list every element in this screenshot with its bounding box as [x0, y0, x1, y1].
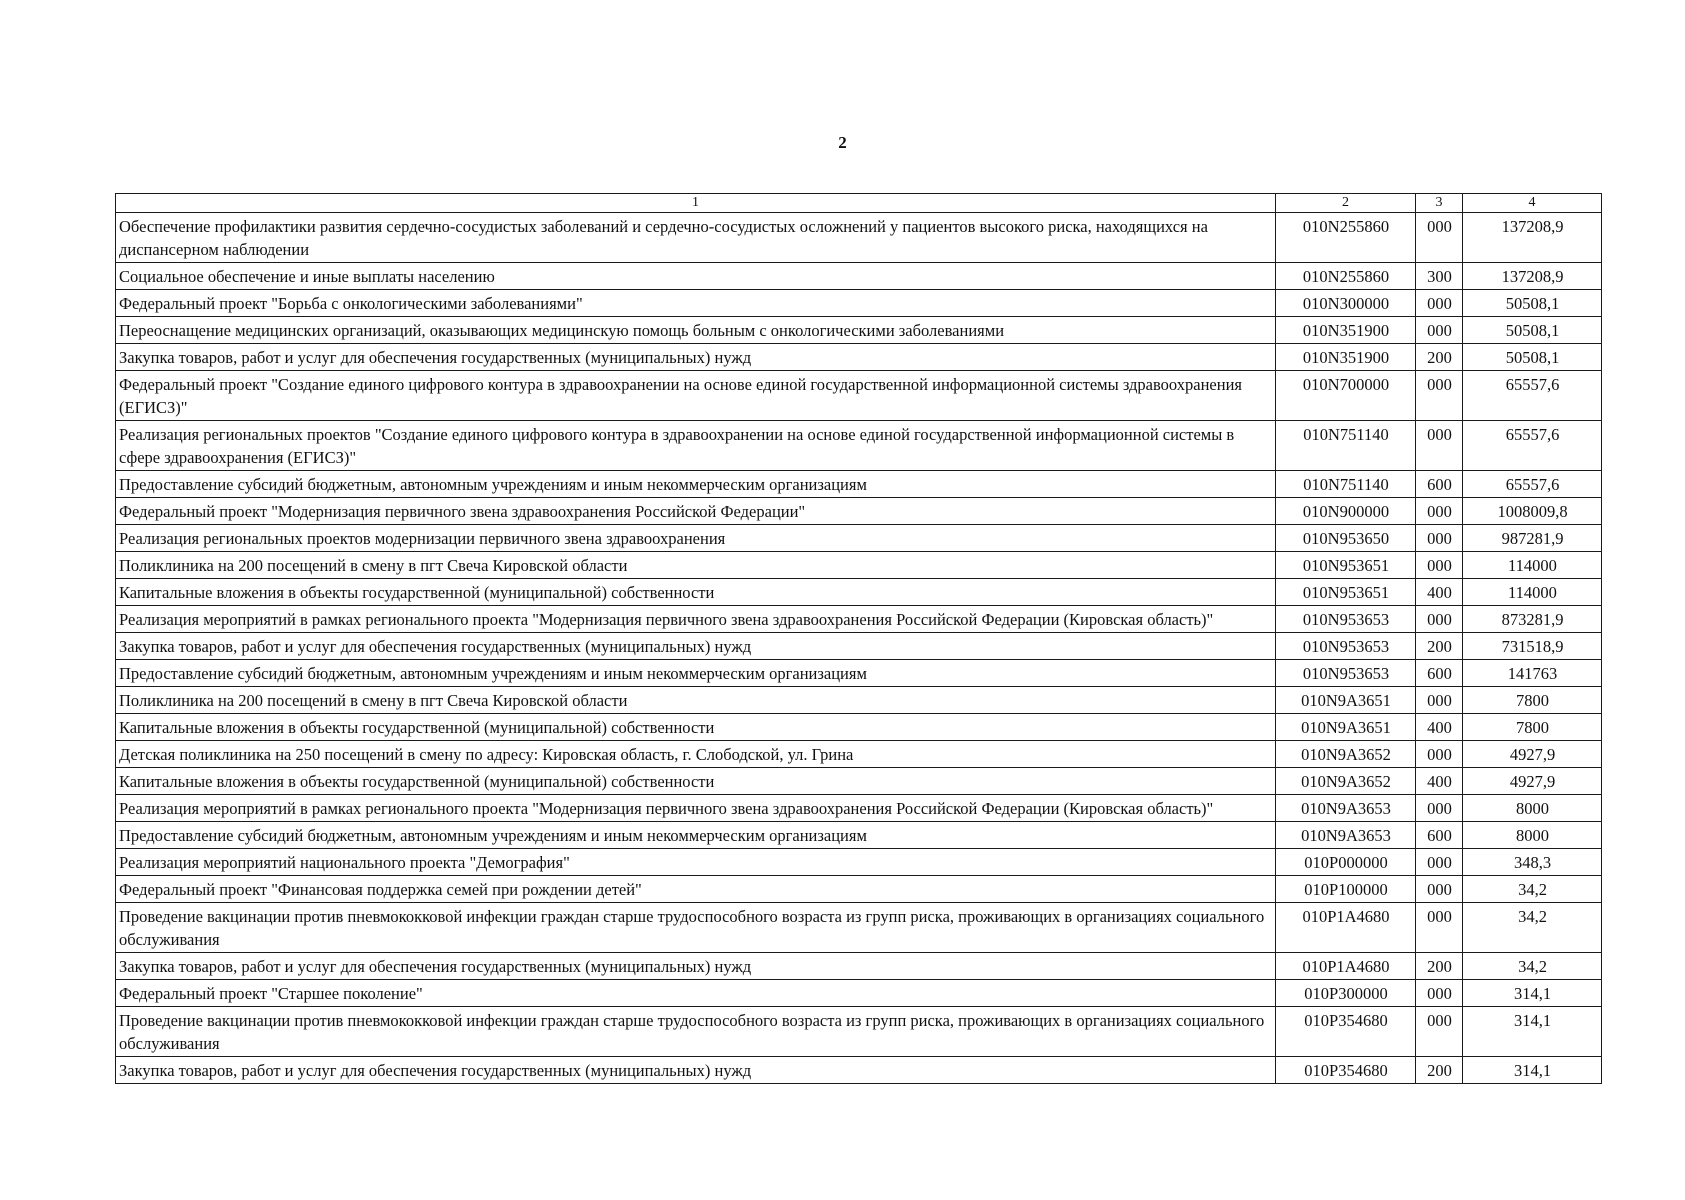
row-type-cell: 200 [1416, 344, 1463, 371]
table-row [116, 344, 1602, 371]
row-amount-cell: 141763 [1463, 660, 1602, 687]
row-name-cell: Закупка товаров, работ и услуг для обеспечения государственных (муниципальных) нужд [116, 633, 1276, 660]
page-number: 2 [838, 133, 847, 152]
row-type-cell: 000 [1416, 849, 1463, 876]
row-code-cell: 010N700000 [1276, 371, 1416, 421]
row-code-cell: 010N9A3652 [1276, 741, 1416, 768]
row-code-cell: 010N255860 [1276, 213, 1416, 263]
row-name-cell: Социальное обеспечение и иные выплаты населению [116, 263, 1276, 290]
row-amount-cell: 114000 [1463, 552, 1602, 579]
row-code-cell: 010N300000 [1276, 290, 1416, 317]
row-name-cell: Предоставление субсидий бюджетным, автономным учреждениям и иным некоммерческим организациям [116, 471, 1276, 498]
row-amount-cell: 873281,9 [1463, 606, 1602, 633]
row-amount-cell: 8000 [1463, 822, 1602, 849]
row-type-cell: 300 [1416, 263, 1463, 290]
row-amount-cell: 8000 [1463, 795, 1602, 822]
row-amount-cell: 137208,9 [1463, 263, 1602, 290]
row-amount-cell: 50508,1 [1463, 344, 1602, 371]
row-name-cell: Капитальные вложения в объекты государственной (муниципальной) собственности [116, 579, 1276, 606]
row-name-cell: Реализация мероприятий в рамках регионального проекта "Модернизация первичного звена здравоохранения Российской Федерации (Кировская область)" [116, 606, 1276, 633]
row-name-cell: Предоставление субсидий бюджетным, автономным учреждениям и иным некоммерческим организациям [116, 660, 1276, 687]
table-row [116, 1007, 1602, 1057]
row-name-cell: Капитальные вложения в объекты государственной (муниципальной) собственности [116, 714, 1276, 741]
row-type-cell: 600 [1416, 660, 1463, 687]
table-row [116, 213, 1602, 263]
row-name-cell: Федеральный проект "Модернизация первичного звена здравоохранения Российской Федерации" [116, 498, 1276, 525]
row-type-cell: 000 [1416, 741, 1463, 768]
row-name-cell: Федеральный проект "Создание единого цифрового контура в здравоохранении на основе единой государственной информационной системы здравоохранения (ЕГИСЗ)" [116, 371, 1276, 421]
row-type-cell: 400 [1416, 714, 1463, 741]
budget-table [115, 193, 1602, 1084]
row-type-cell: 400 [1416, 768, 1463, 795]
table-row [116, 525, 1602, 552]
row-amount-cell: 34,2 [1463, 876, 1602, 903]
row-type-cell: 000 [1416, 525, 1463, 552]
row-type-cell: 000 [1416, 371, 1463, 421]
row-type-cell: 600 [1416, 471, 1463, 498]
table-row [116, 552, 1602, 579]
row-amount-cell: 348,3 [1463, 849, 1602, 876]
row-code-cell: 010P100000 [1276, 876, 1416, 903]
row-code-cell: 010N900000 [1276, 498, 1416, 525]
row-name-cell: Реализация региональных проектов модернизации первичного звена здравоохранения [116, 525, 1276, 552]
table-row [116, 263, 1602, 290]
row-name-cell: Реализация мероприятий национального проекта "Демография" [116, 849, 1276, 876]
table-row [116, 795, 1602, 822]
row-type-cell: 200 [1416, 633, 1463, 660]
row-code-cell: 010N953650 [1276, 525, 1416, 552]
header-cell-3: 3 [1416, 194, 1463, 213]
row-type-cell: 000 [1416, 876, 1463, 903]
row-code-cell: 010N9A3651 [1276, 687, 1416, 714]
table-row [116, 317, 1602, 344]
row-name-cell: Проведение вакцинации против пневмококковой инфекции граждан старше трудоспособного возраста из групп риска, проживающих в организациях социального обслуживания [116, 1007, 1276, 1057]
row-type-cell: 000 [1416, 795, 1463, 822]
row-name-cell: Переоснащение медицинских организаций, оказывающих медицинскую помощь больным с онкологическими заболеваниями [116, 317, 1276, 344]
row-code-cell: 010P300000 [1276, 980, 1416, 1007]
row-name-cell: Реализация мероприятий в рамках регионального проекта "Модернизация первичного звена здравоохранения Российской Федерации (Кировская область)" [116, 795, 1276, 822]
row-code-cell: 010N255860 [1276, 263, 1416, 290]
row-name-cell: Капитальные вложения в объекты государственной (муниципальной) собственности [116, 768, 1276, 795]
table-body [116, 194, 1602, 1084]
row-code-cell: 010P1A4680 [1276, 903, 1416, 953]
row-type-cell: 000 [1416, 213, 1463, 263]
row-type-cell: 000 [1416, 552, 1463, 579]
row-type-cell: 600 [1416, 822, 1463, 849]
row-code-cell: 010N953651 [1276, 552, 1416, 579]
row-code-cell: 010N351900 [1276, 344, 1416, 371]
row-type-cell: 000 [1416, 903, 1463, 953]
row-amount-cell: 731518,9 [1463, 633, 1602, 660]
row-name-cell: Федеральный проект "Старшее поколение" [116, 980, 1276, 1007]
row-code-cell: 010N9A3653 [1276, 795, 1416, 822]
row-type-cell: 200 [1416, 1057, 1463, 1084]
row-name-cell: Предоставление субсидий бюджетным, автономным учреждениям и иным некоммерческим организациям [116, 822, 1276, 849]
header-cell-1: 1 [116, 194, 1276, 213]
row-code-cell: 010N953653 [1276, 633, 1416, 660]
row-code-cell: 010P354680 [1276, 1007, 1416, 1057]
row-type-cell: 200 [1416, 953, 1463, 980]
row-name-cell: Закупка товаров, работ и услуг для обеспечения государственных (муниципальных) нужд [116, 953, 1276, 980]
row-code-cell: 010N953651 [1276, 579, 1416, 606]
row-amount-cell: 987281,9 [1463, 525, 1602, 552]
table-row [116, 687, 1602, 714]
row-code-cell: 010N9A3653 [1276, 822, 1416, 849]
table-row [116, 471, 1602, 498]
row-amount-cell: 34,2 [1463, 903, 1602, 953]
table-row [116, 290, 1602, 317]
row-amount-cell: 137208,9 [1463, 213, 1602, 263]
row-code-cell: 010N9A3652 [1276, 768, 1416, 795]
row-type-cell: 000 [1416, 687, 1463, 714]
row-name-cell: Проведение вакцинации против пневмококковой инфекции граждан старше трудоспособного возраста из групп риска, проживающих в организациях социального обслуживания [116, 903, 1276, 953]
row-amount-cell: 4927,9 [1463, 741, 1602, 768]
row-name-cell: Детская поликлиника на 250 посещений в смену по адресу: Кировская область, г. Слободской, ул. Грина [116, 741, 1276, 768]
row-code-cell: 010N751140 [1276, 471, 1416, 498]
table-row [116, 876, 1602, 903]
table-row [116, 849, 1602, 876]
table-row [116, 633, 1602, 660]
row-code-cell: 010P354680 [1276, 1057, 1416, 1084]
table-row [116, 371, 1602, 421]
row-amount-cell: 4927,9 [1463, 768, 1602, 795]
table-row [116, 903, 1602, 953]
row-amount-cell: 314,1 [1463, 980, 1602, 1007]
row-amount-cell: 65557,6 [1463, 471, 1602, 498]
table-row [116, 741, 1602, 768]
row-code-cell: 010N953653 [1276, 606, 1416, 633]
row-amount-cell: 7800 [1463, 687, 1602, 714]
row-name-cell: Поликлиника на 200 посещений в смену в пгт Свеча Кировской области [116, 687, 1276, 714]
table-row [116, 421, 1602, 471]
row-amount-cell: 50508,1 [1463, 290, 1602, 317]
row-amount-cell: 1008009,8 [1463, 498, 1602, 525]
row-type-cell: 000 [1416, 606, 1463, 633]
row-code-cell: 010N9A3651 [1276, 714, 1416, 741]
row-amount-cell: 65557,6 [1463, 371, 1602, 421]
table-row [116, 714, 1602, 741]
row-type-cell: 000 [1416, 980, 1463, 1007]
row-name-cell: Федеральный проект "Борьба с онкологическими заболеваниями" [116, 290, 1276, 317]
row-type-cell: 000 [1416, 317, 1463, 344]
table-row [116, 980, 1602, 1007]
row-amount-cell: 114000 [1463, 579, 1602, 606]
row-type-cell: 000 [1416, 498, 1463, 525]
table-row [116, 768, 1602, 795]
row-amount-cell: 7800 [1463, 714, 1602, 741]
row-type-cell: 000 [1416, 1007, 1463, 1057]
row-name-cell: Закупка товаров, работ и услуг для обеспечения государственных (муниципальных) нужд [116, 1057, 1276, 1084]
row-name-cell: Поликлиника на 200 посещений в смену в пгт Свеча Кировской области [116, 552, 1276, 579]
table-row [116, 660, 1602, 687]
table-row [116, 822, 1602, 849]
header-cell-2: 2 [1276, 194, 1416, 213]
row-code-cell: 010N351900 [1276, 317, 1416, 344]
row-code-cell: 010P1A4680 [1276, 953, 1416, 980]
row-amount-cell: 50508,1 [1463, 317, 1602, 344]
row-amount-cell: 65557,6 [1463, 421, 1602, 471]
row-type-cell: 000 [1416, 290, 1463, 317]
row-amount-cell: 314,1 [1463, 1057, 1602, 1084]
row-amount-cell: 314,1 [1463, 1007, 1602, 1057]
table-row [116, 498, 1602, 525]
row-amount-cell: 34,2 [1463, 953, 1602, 980]
table-row [116, 953, 1602, 980]
table-row [116, 606, 1602, 633]
table-row [116, 1057, 1602, 1084]
row-code-cell: 010N953653 [1276, 660, 1416, 687]
table-row [116, 579, 1602, 606]
header-cell-4: 4 [1463, 194, 1602, 213]
table-header-row [116, 194, 1602, 213]
row-name-cell: Закупка товаров, работ и услуг для обеспечения государственных (муниципальных) нужд [116, 344, 1276, 371]
row-type-cell: 000 [1416, 421, 1463, 471]
row-type-cell: 400 [1416, 579, 1463, 606]
row-name-cell: Федеральный проект "Финансовая поддержка семей при рождении детей" [116, 876, 1276, 903]
row-code-cell: 010N751140 [1276, 421, 1416, 471]
row-name-cell: Обеспечение профилактики развития сердечно-сосудистых заболеваний и сердечно-сосудистых осложнений у пациентов высокого риска, находящихся на диспансерном наблюдении [116, 213, 1276, 263]
row-name-cell: Реализация региональных проектов "Создание единого цифрового контура в здравоохранении на основе единой государственной информационной системы в сфере здравоохранения (ЕГИСЗ)" [116, 421, 1276, 471]
row-code-cell: 010P000000 [1276, 849, 1416, 876]
